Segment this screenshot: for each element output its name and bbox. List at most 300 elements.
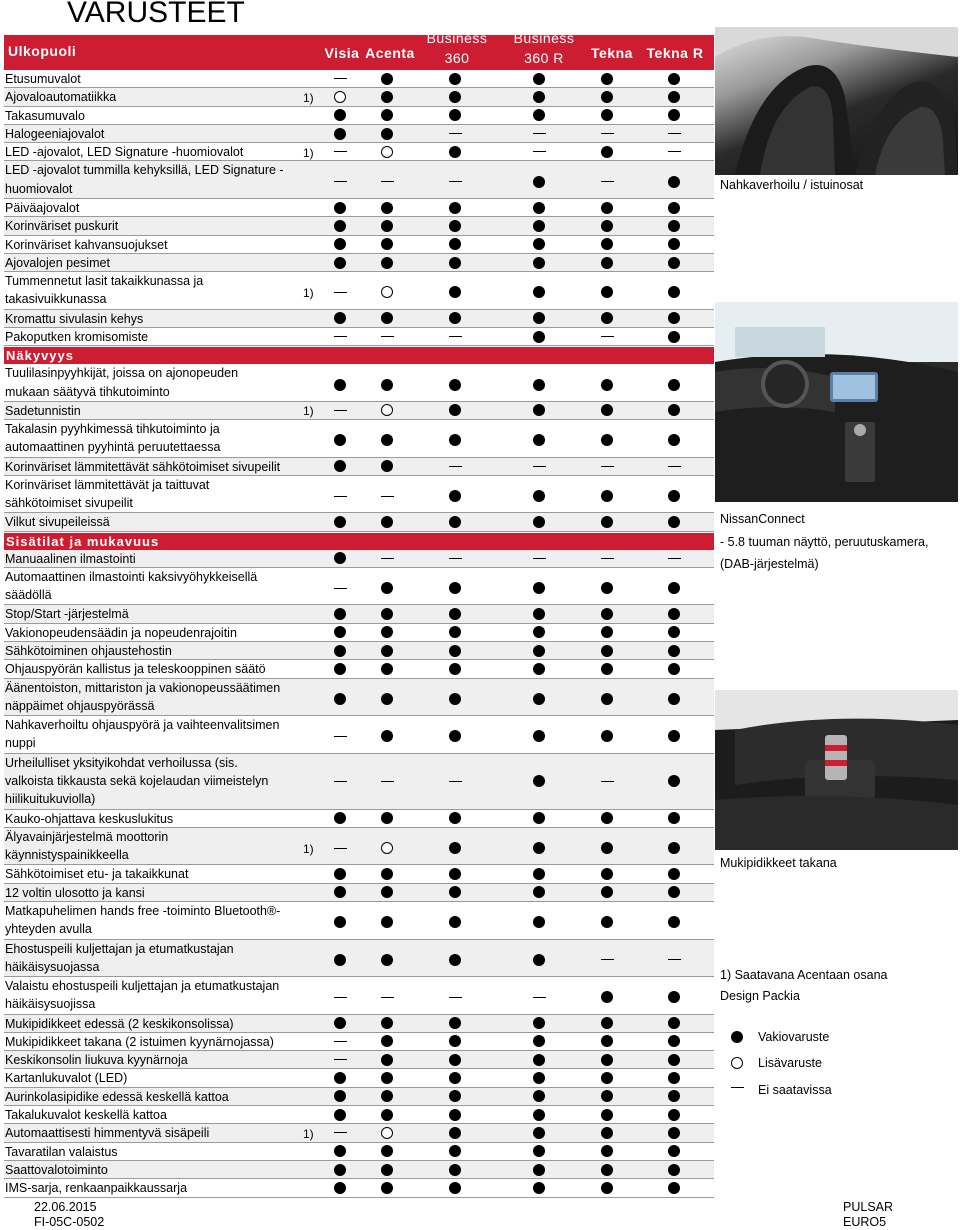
standard-icon: [333, 811, 347, 825]
standard-icon: [333, 459, 347, 473]
row-label: Sähkötoiminen ohjaustehostin: [5, 644, 172, 659]
table-header-label: Ulkopuoli: [8, 43, 77, 59]
standard-icon: [532, 1016, 546, 1030]
table-row: [4, 810, 714, 828]
table-row: [4, 310, 714, 328]
row-label: Ajovalojen pesimet: [5, 255, 110, 270]
table-row: [4, 940, 714, 978]
table-header: [4, 30, 714, 70]
standard-icon: [380, 1163, 394, 1177]
table-row: [4, 458, 714, 476]
standard-icon: [667, 1016, 681, 1030]
standard-icon: [600, 201, 614, 215]
standard-icon: [380, 644, 394, 658]
standard-icon: [667, 1034, 681, 1048]
row-footnote-marker: 1): [303, 404, 314, 419]
standard-icon: [600, 1163, 614, 1177]
standard-icon: [333, 108, 347, 122]
footer-model: PULSAR: [843, 1200, 894, 1214]
standard-icon: [532, 1144, 546, 1158]
standard-icon: [667, 692, 681, 706]
standard-icon: [448, 1016, 462, 1030]
standard-icon: [448, 90, 462, 104]
standard-icon: [532, 201, 546, 215]
standard-icon: [667, 774, 681, 788]
table-row: [4, 1015, 714, 1033]
column-business-360-r: Business 360 R: [513, 30, 575, 66]
table-row: [4, 642, 714, 660]
standard-icon: [333, 127, 347, 141]
standard-icon: [448, 1108, 462, 1122]
standard-icon: [448, 607, 462, 621]
standard-icon: [667, 729, 681, 743]
standard-icon: [600, 1071, 614, 1085]
standard-icon: [600, 915, 614, 929]
unavailable-icon: [333, 1034, 347, 1048]
unavailable-icon: [333, 145, 347, 159]
row-label: Sähkötoimiset etu- ja takaikkunat: [5, 867, 189, 882]
unavailable-icon: [448, 127, 462, 141]
standard-icon: [380, 108, 394, 122]
unavailable-icon: [600, 127, 614, 141]
standard-icon: [532, 1071, 546, 1085]
standard-icon: [333, 1016, 347, 1030]
standard-icon: [600, 403, 614, 417]
table-row: [4, 550, 714, 568]
unavailable-icon: [448, 774, 462, 788]
table-row: [4, 513, 714, 531]
footer-code: FI-05C-0502: [34, 1215, 105, 1229]
standard-icon: [448, 581, 462, 595]
standard-icon: [667, 841, 681, 855]
table-row: [4, 161, 714, 199]
standard-icon: [448, 953, 462, 967]
standard-icon: [532, 1108, 546, 1122]
table-row: [4, 143, 714, 161]
standard-icon: [667, 662, 681, 676]
caption-cupholders: Mukipidikkeet takana: [720, 856, 837, 870]
table-row: [4, 884, 714, 902]
standard-icon: [448, 219, 462, 233]
table-row: [4, 1069, 714, 1087]
standard-icon: [380, 867, 394, 881]
standard-icon: [448, 256, 462, 270]
standard-icon: [380, 885, 394, 899]
table-row: [4, 125, 714, 143]
standard-icon: [532, 378, 546, 392]
row-label: Ehostuspeili kuljettajan ja etumatkustajan häikäisysuojassa: [5, 941, 234, 974]
equipment-table: [4, 30, 714, 1198]
row-label: Automaattinen ilmastointi kaksivyöhykkeisellä säädöllä: [5, 569, 258, 603]
row-label: Mukipidikkeet takana (2 istuimen kyynärnojassa): [5, 1034, 274, 1049]
legend-unavailable-icon: [730, 1080, 744, 1094]
table-row: [4, 420, 714, 458]
standard-icon: [532, 219, 546, 233]
standard-icon: [333, 201, 347, 215]
row-label: Kartanlukuvalot (LED): [5, 1071, 128, 1086]
standard-icon: [380, 219, 394, 233]
standard-icon: [532, 625, 546, 639]
standard-icon: [380, 1181, 394, 1195]
unavailable-icon: [532, 459, 546, 473]
standard-icon: [667, 915, 681, 929]
standard-icon: [532, 729, 546, 743]
row-label: IMS-sarja, renkaanpaikkaussarja: [5, 1181, 188, 1196]
table-row: [4, 107, 714, 125]
unavailable-icon: [448, 330, 462, 344]
standard-icon: [532, 285, 546, 299]
standard-icon: [532, 433, 546, 447]
standard-icon: [380, 1053, 394, 1067]
table-row: [4, 199, 714, 217]
standard-icon: [333, 953, 347, 967]
unavailable-icon: [448, 175, 462, 189]
standard-icon: [532, 867, 546, 881]
column-acenta: Acenta: [365, 45, 415, 61]
standard-icon: [532, 1126, 546, 1140]
table-row: [4, 605, 714, 623]
standard-icon: [600, 1108, 614, 1122]
row-label: Tavaratilan valaistus: [5, 1144, 118, 1159]
standard-icon: [532, 774, 546, 788]
standard-icon: [333, 644, 347, 658]
standard-icon: [532, 841, 546, 855]
section-header: Sisätilat ja mukavuus: [4, 533, 714, 550]
standard-icon: [333, 1144, 347, 1158]
standard-icon: [380, 127, 394, 141]
row-label: Kromattu sivulasin kehys: [5, 311, 144, 326]
standard-icon: [667, 403, 681, 417]
row-label: Stop/Start -järjestelmä: [5, 607, 129, 622]
row-label: Valaistu ehostuspeili kuljettajan ja etumatkustajan häikäisysuojissa: [5, 979, 280, 1012]
dashboard-photo: [715, 302, 958, 502]
caption-nissanconnect-title: NissanConnect: [720, 512, 805, 526]
standard-icon: [333, 1181, 347, 1195]
standard-icon: [600, 644, 614, 658]
table-row: [4, 828, 714, 866]
footer-emission: EURO5: [843, 1215, 887, 1229]
standard-icon: [448, 1144, 462, 1158]
standard-icon: [333, 237, 347, 251]
standard-icon: [532, 1089, 546, 1103]
standard-icon: [448, 644, 462, 658]
standard-icon: [380, 607, 394, 621]
standard-icon: [448, 489, 462, 503]
row-label: Saattovalotoiminto: [5, 1162, 108, 1177]
standard-icon: [448, 915, 462, 929]
standard-icon: [333, 662, 347, 676]
row-label: LED -ajovalot, LED Signature -huomiovalot: [5, 145, 244, 160]
unavailable-icon: [380, 551, 394, 565]
unavailable-icon: [667, 459, 681, 473]
standard-icon: [333, 885, 347, 899]
standard-icon: [667, 1181, 681, 1195]
table-row: [4, 402, 714, 420]
row-label: Älyavainjärjestelmä moottorin käynnistyspainikkeella: [5, 829, 169, 863]
standard-icon: [333, 551, 347, 565]
standard-icon: [333, 378, 347, 392]
standard-icon: [600, 625, 614, 639]
standard-icon: [380, 1144, 394, 1158]
row-label: Keskikonsolin liukuva kyynärnoja: [5, 1053, 188, 1068]
row-label: Etusumuvalot: [5, 72, 81, 86]
standard-icon: [600, 489, 614, 503]
row-label: Takalukuvalot keskellä kattoa: [5, 1108, 167, 1123]
standard-icon: [600, 1126, 614, 1140]
unavailable-icon: [448, 990, 462, 1004]
standard-icon: [532, 403, 546, 417]
leather-seats-photo: [715, 27, 958, 175]
row-footnote-marker: 1): [303, 842, 314, 857]
standard-icon: [667, 867, 681, 881]
standard-icon: [667, 378, 681, 392]
table-row: [4, 754, 714, 810]
standard-icon: [532, 515, 546, 529]
table-row: [4, 977, 714, 1015]
table-body: [4, 70, 714, 1198]
standard-icon: [380, 729, 394, 743]
standard-icon: [333, 515, 347, 529]
standard-icon: [667, 90, 681, 104]
standard-icon: [532, 581, 546, 595]
unavailable-icon: [333, 841, 347, 855]
standard-icon: [333, 1089, 347, 1103]
rear-cupholders-photo: [715, 690, 958, 850]
standard-icon: [600, 885, 614, 899]
standard-icon: [667, 175, 681, 189]
unavailable-icon: [333, 581, 347, 595]
standard-icon: [667, 489, 681, 503]
standard-icon: [600, 1089, 614, 1103]
standard-icon: [532, 607, 546, 621]
standard-icon: [380, 433, 394, 447]
standard-icon: [333, 1163, 347, 1177]
standard-icon: [600, 433, 614, 447]
standard-icon: [333, 1071, 347, 1085]
standard-icon: [600, 692, 614, 706]
row-label: Mukipidikkeet edessä (2 keskikonsolissa): [5, 1016, 234, 1031]
standard-icon: [600, 311, 614, 325]
row-label: Nahkaverhoiltu ohjauspyörä ja vaihteenvalitsimen nuppi: [5, 718, 280, 751]
standard-icon: [600, 237, 614, 251]
unavailable-icon: [380, 489, 394, 503]
unavailable-icon: [333, 990, 347, 1004]
standard-icon: [380, 1034, 394, 1048]
standard-icon: [532, 90, 546, 104]
standard-icon: [600, 867, 614, 881]
row-label: Ohjauspyörän kallistus ja teleskooppinen säätö: [5, 662, 266, 677]
optional-icon: [380, 1126, 394, 1140]
row-label: Takalasin pyyhkimessä tihkutoiminto ja automaattinen pyyhintä peruutettaessa: [5, 422, 221, 455]
unavailable-icon: [333, 729, 347, 743]
standard-icon: [380, 662, 394, 676]
legend-optional-icon: [730, 1056, 744, 1070]
standard-icon: [600, 581, 614, 595]
footer-date: 22.06.2015: [34, 1200, 97, 1214]
row-label: Takasumuvalo: [5, 108, 85, 123]
standard-icon: [448, 811, 462, 825]
row-label: Korinväriset kahvansuojukset: [5, 237, 168, 252]
standard-icon: [380, 72, 394, 86]
standard-icon: [448, 285, 462, 299]
standard-icon: [600, 72, 614, 86]
standard-icon: [667, 201, 681, 215]
standard-icon: [380, 581, 394, 595]
standard-icon: [448, 729, 462, 743]
row-label: Sadetunnistin: [5, 403, 81, 418]
row-label: Vakionopeudensäädin ja nopeudenrajoitin: [5, 625, 237, 640]
unavailable-icon: [600, 330, 614, 344]
standard-icon: [600, 1181, 614, 1195]
standard-icon: [448, 1034, 462, 1048]
unavailable-icon: [333, 330, 347, 344]
standard-icon: [448, 515, 462, 529]
standard-icon: [448, 237, 462, 251]
row-label: Tummennetut lasit takaikkunassa ja takasivuikkunassa: [5, 274, 204, 307]
standard-icon: [448, 108, 462, 122]
standard-icon: [380, 1016, 394, 1030]
table-row: [4, 476, 714, 514]
unavailable-icon: [333, 489, 347, 503]
standard-icon: [380, 953, 394, 967]
table-row: [4, 1033, 714, 1051]
row-label: 12 voltin ulosotto ja kansi: [5, 885, 145, 900]
optional-icon: [380, 285, 394, 299]
standard-icon: [532, 1053, 546, 1067]
table-row: [4, 902, 714, 940]
standard-icon: [600, 145, 614, 159]
standard-icon: [380, 459, 394, 473]
table-row: [4, 1106, 714, 1124]
standard-icon: [333, 1108, 347, 1122]
row-label: Automaattisesti himmentyvä sisäpeili: [5, 1126, 210, 1141]
standard-icon: [448, 1163, 462, 1177]
standard-icon: [600, 219, 614, 233]
standard-icon: [380, 378, 394, 392]
row-label: Matkapuhelimen hands free -toiminto Bluetooth®- yhteyden avulla: [5, 904, 281, 937]
section-header: Näkyvyys: [4, 347, 714, 364]
standard-icon: [600, 607, 614, 621]
table-row: [4, 716, 714, 754]
unavailable-icon: [380, 990, 394, 1004]
footnote-line1: 1) Saatavana Acentaan osana: [720, 968, 888, 982]
standard-icon: [600, 256, 614, 270]
standard-icon: [380, 237, 394, 251]
standard-icon: [532, 72, 546, 86]
table-row: [4, 679, 714, 717]
standard-icon: [448, 1089, 462, 1103]
standard-icon: [532, 330, 546, 344]
unavailable-icon: [667, 127, 681, 141]
standard-icon: [532, 256, 546, 270]
unavailable-icon: [380, 175, 394, 189]
legend-optional-label: Lisävaruste: [758, 1056, 822, 1070]
standard-icon: [667, 625, 681, 639]
table-row: [4, 217, 714, 235]
standard-icon: [380, 515, 394, 529]
standard-icon: [667, 256, 681, 270]
row-footnote-marker: 1): [303, 90, 314, 105]
table-row: [4, 88, 714, 106]
caption-nissanconnect-line2: (DAB-järjestelmä): [720, 557, 819, 571]
standard-icon: [600, 108, 614, 122]
standard-icon: [600, 1144, 614, 1158]
row-label: Halogeeniajovalot: [5, 126, 105, 141]
caption-leather: Nahkaverhoilu / istuinosat: [720, 178, 864, 192]
row-label: LED -ajovalot tummilla kehyksillä, LED Signature - huomiovalot: [5, 163, 284, 196]
standard-icon: [600, 990, 614, 1004]
standard-icon: [667, 1053, 681, 1067]
column-tekna-r: Tekna R: [646, 45, 704, 61]
row-label: Kauko-ohjattava keskuslukitus: [5, 811, 174, 826]
unavailable-icon: [532, 127, 546, 141]
table-row: [4, 254, 714, 272]
standard-icon: [600, 662, 614, 676]
unavailable-icon: [333, 1053, 347, 1067]
standard-icon: [600, 841, 614, 855]
caption-nissanconnect-line1: - 5.8 tuuman näyttö, peruutuskamera,: [720, 535, 929, 549]
unavailable-icon: [333, 403, 347, 417]
unavailable-icon: [667, 551, 681, 565]
row-label: Tuulilasinpyyhkijät, joissa on ajonopeuden mukaan säätyvä tihkutoiminto: [5, 366, 239, 399]
table-row: [4, 70, 714, 88]
unavailable-icon: [380, 774, 394, 788]
standard-icon: [380, 625, 394, 639]
column-business-360: Business 360: [426, 30, 488, 66]
legend-standard-icon: [730, 1030, 744, 1044]
standard-icon: [448, 625, 462, 639]
column-visia: Visia: [324, 45, 360, 61]
optional-icon: [380, 841, 394, 855]
standard-icon: [448, 403, 462, 417]
standard-icon: [333, 311, 347, 325]
standard-icon: [532, 915, 546, 929]
standard-icon: [667, 1089, 681, 1103]
standard-icon: [600, 285, 614, 299]
unavailable-icon: [333, 1126, 347, 1140]
standard-icon: [333, 219, 347, 233]
standard-icon: [600, 378, 614, 392]
table-row: [4, 272, 714, 310]
standard-icon: [532, 1163, 546, 1177]
unavailable-icon: [380, 330, 394, 344]
row-footnote-marker: 1): [303, 286, 314, 301]
row-label: Ajovaloautomatiikka: [5, 90, 117, 105]
table-row: [4, 236, 714, 254]
standard-icon: [333, 867, 347, 881]
table-row: [4, 1179, 714, 1197]
unavailable-icon: [532, 990, 546, 1004]
standard-icon: [600, 1016, 614, 1030]
standard-icon: [532, 662, 546, 676]
standard-icon: [667, 72, 681, 86]
standard-icon: [380, 201, 394, 215]
table-row: [4, 865, 714, 883]
row-label: Manuaalinen ilmastointi: [5, 551, 136, 566]
standard-icon: [532, 175, 546, 189]
standard-icon: [448, 1126, 462, 1140]
standard-icon: [667, 219, 681, 233]
row-label: Korinväriset lämmitettävät sähkötoimiset sivupeilit: [5, 459, 281, 474]
table-row: [4, 1051, 714, 1069]
unavailable-icon: [532, 551, 546, 565]
standard-icon: [448, 72, 462, 86]
row-label: Korinväriset puskurit: [5, 219, 119, 234]
unavailable-icon: [333, 774, 347, 788]
standard-icon: [667, 108, 681, 122]
standard-icon: [380, 311, 394, 325]
standard-icon: [532, 885, 546, 899]
